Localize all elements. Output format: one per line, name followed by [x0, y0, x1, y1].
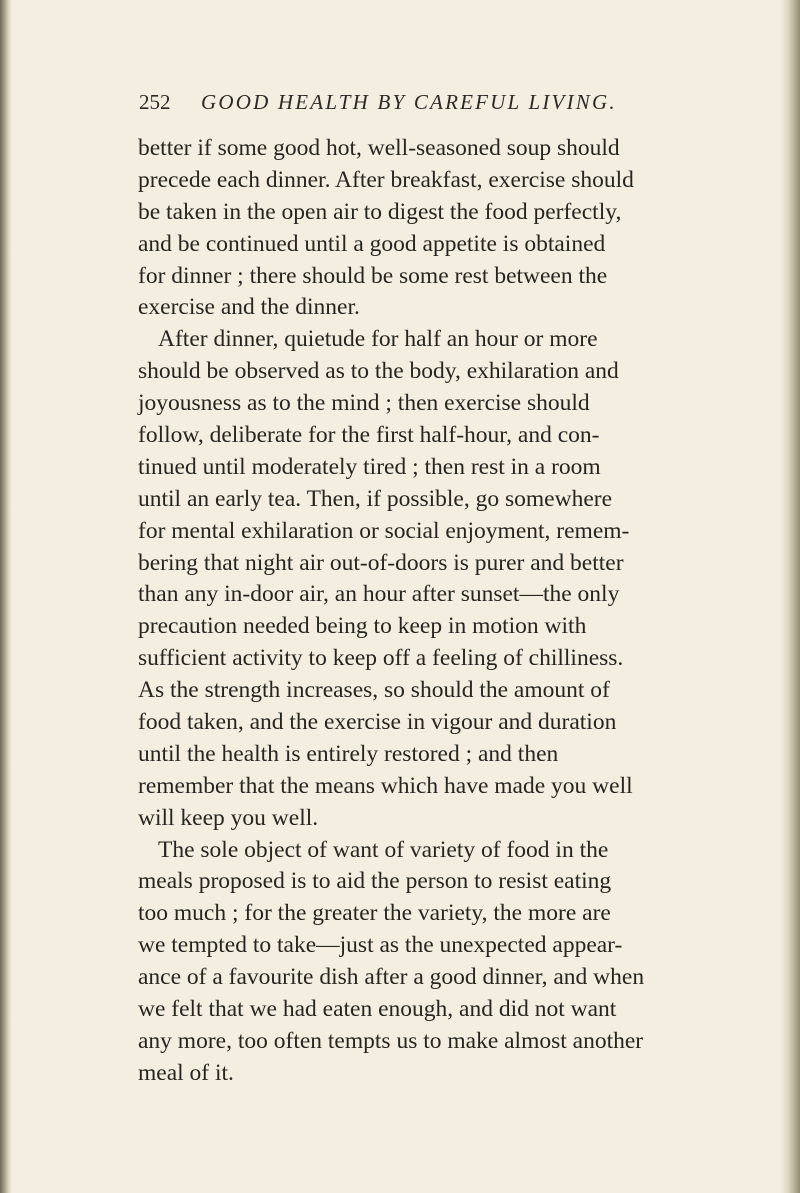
text-line: should be observed as to the body, exhilaration and	[138, 358, 619, 385]
text-line: meals proposed is to aid the person to resist eating	[138, 868, 612, 895]
text-line: and be continued until a good appetite is obtained	[138, 230, 606, 257]
text-line: tinued until moderately tired ; then rest in a room	[138, 453, 601, 480]
running-title: GOOD HEALTH BY CAREFUL LIVING.	[201, 90, 617, 114]
text-line: As the strength increases, so should the amount of	[138, 677, 610, 704]
paragraph-start-line: After dinner, quietude for half an hour or more	[158, 326, 598, 353]
page-edge-shadow	[780, 0, 800, 1193]
text-line: be taken in the open air to digest the food perfectly,	[138, 198, 622, 225]
text-line: we felt that we had eaten enough, and did not want	[138, 996, 617, 1023]
text-line: remember that the means which have made you well	[138, 772, 633, 799]
text-line: too much ; for the greater the variety, the more are	[138, 900, 611, 927]
running-header	[139, 90, 699, 115]
text-line: food taken, and the exercise in vigour and duration	[138, 709, 617, 736]
book-gutter-shadow	[0, 0, 12, 1193]
text-line: meal of it.	[138, 1059, 234, 1086]
text-line: joyousness as to the mind ; then exercise should	[138, 390, 590, 417]
text-line: ance of a favourite dish after a good dinner, and when	[138, 964, 645, 991]
text-line: exercise and the dinner.	[138, 294, 360, 321]
text-line: any more, too often tempts us to make almost another	[138, 1027, 644, 1054]
body-text	[138, 133, 736, 1090]
page-number: 252	[139, 90, 171, 114]
text-line: precaution needed being to keep in motion with	[138, 613, 587, 640]
text-line: than any in-door air, an hour after sunset—the only	[138, 581, 620, 608]
text-line: bering that night air out-of-doors is purer and better	[138, 549, 624, 576]
text-line: we tempted to take—just as the unexpected appear-	[138, 932, 623, 959]
paragraph-start-line: The sole object of want of variety of food in the	[158, 836, 609, 863]
text-line: better if some good hot, well-seasoned soup should	[138, 135, 620, 161]
text-line: for mental exhilaration or social enjoyment, remem-	[138, 517, 630, 544]
text-line: until an early tea. Then, if possible, go somewhere	[138, 485, 613, 512]
text-line: precede each dinner. After breakfast, exercise should	[138, 166, 634, 193]
text-line: sufficient activity to keep off a feeling of chilliness.	[138, 645, 624, 672]
text-line: follow, deliberate for the first half-hour, and con-	[138, 422, 600, 449]
text-line: for dinner ; there should be some rest between the	[138, 262, 608, 289]
text-line: until the health is entirely restored ; and then	[138, 740, 559, 767]
text-line: will keep you well.	[138, 804, 319, 831]
